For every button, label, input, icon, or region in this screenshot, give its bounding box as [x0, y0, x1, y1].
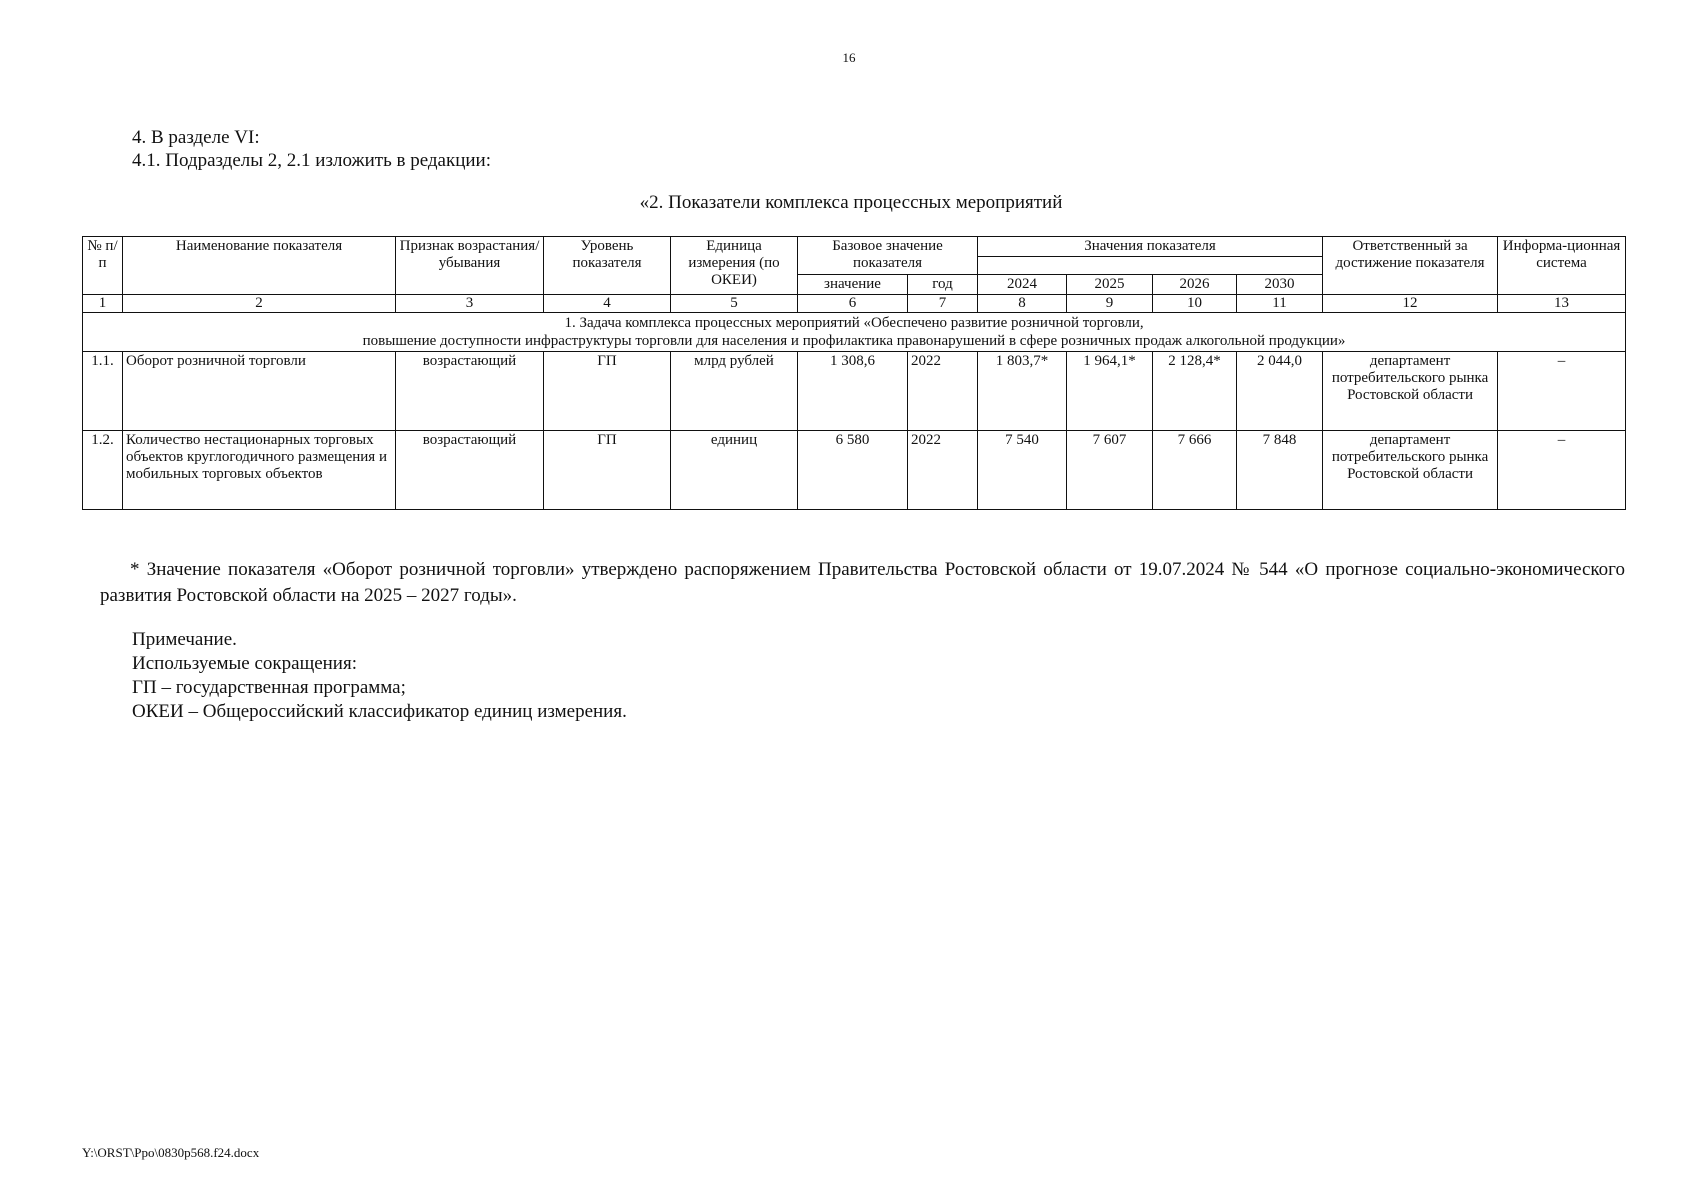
column-number: 2	[123, 295, 396, 313]
column-number: 6	[798, 295, 908, 313]
header-year-2024: 2024	[978, 275, 1067, 295]
row-value-2024: 7 540	[978, 431, 1067, 510]
table-title	[0, 192, 1698, 214]
header-row	[83, 237, 1626, 257]
column-number: 4	[544, 295, 671, 313]
header-responsible: Ответственный за достижение показателя	[1323, 237, 1498, 295]
row-trend: возрастающий	[396, 431, 544, 510]
row-name: Количество нестационарных торговых объектов круглогодичного размещения и мобильных торговых объектов	[123, 431, 396, 510]
task-line-1: 1. Задача комплекса процессных мероприятий «Обеспечено развитие розничной торговли,	[564, 315, 1144, 331]
row-base-value: 6 580	[798, 431, 908, 510]
column-numbers-row	[83, 295, 1626, 313]
header-unit: Единица измерения (по ОКЕИ)	[671, 237, 798, 295]
header-year-2025: 2025	[1067, 275, 1153, 295]
header-year-2026: 2026	[1153, 275, 1237, 295]
row-base-year: 2022	[908, 431, 978, 510]
row-num: 1.1.	[83, 352, 123, 431]
row-value-2025: 7 607	[1067, 431, 1153, 510]
column-number: 9	[1067, 295, 1153, 313]
task-line-2: повышение доступности инфраструктуры торговли для населения и профилактика правонарушений в сфере розничных продаж алкогольной продукции»	[362, 333, 1346, 349]
row-value-2024: 1 803,7*	[978, 352, 1067, 431]
header-year-2030: 2030	[1237, 275, 1323, 295]
row-trend: возрастающий	[396, 352, 544, 431]
file-path: Y:\ORST\Ppo\0830p568.f24.docx	[82, 1145, 260, 1160]
header-base-value: значение	[798, 275, 908, 295]
row-infosys: –	[1498, 352, 1626, 431]
notes-abbr-gp: ГП – государственная программа;	[132, 677, 406, 698]
column-number: 10	[1153, 295, 1237, 313]
task-cell	[83, 313, 1626, 352]
header-level: Уровень показателя	[544, 237, 671, 295]
row-value-2025: 1 964,1*	[1067, 352, 1153, 431]
header-values: Значения показателя	[978, 237, 1323, 257]
header-base-year: год	[908, 275, 978, 295]
table-row	[83, 352, 1626, 431]
column-number: 3	[396, 295, 544, 313]
header-infosys: Информа-ционная система	[1498, 237, 1626, 295]
task-row	[83, 313, 1626, 352]
notes-block	[132, 628, 627, 724]
page-number: 16	[842, 50, 856, 65]
row-value-2026: 7 666	[1153, 431, 1237, 510]
indicators-table	[82, 236, 1626, 510]
header-values-spacer	[978, 257, 1323, 275]
notes-title: Примечание.	[132, 629, 237, 650]
row-responsible: департамент потребительского рынка Ростовской области	[1323, 352, 1498, 431]
header-base: Базовое значение показателя	[798, 237, 978, 275]
header-name: Наименование показателя	[123, 237, 396, 295]
row-base-year: 2022	[908, 352, 978, 431]
header-trend: Признак возрастания/ убывания	[396, 237, 544, 295]
row-name: Оборот розничной торговли	[123, 352, 396, 431]
row-value-2030: 2 044,0	[1237, 352, 1323, 431]
column-number: 1	[83, 295, 123, 313]
column-number: 12	[1323, 295, 1498, 313]
header-num: № п/п	[83, 237, 123, 295]
row-base-value: 1 308,6	[798, 352, 908, 431]
row-value-2026: 2 128,4*	[1153, 352, 1237, 431]
intro-line-2: 4.1. Подразделы 2, 2.1 изложить в редакции:	[132, 150, 491, 171]
column-number: 8	[978, 295, 1067, 313]
column-number: 11	[1237, 295, 1323, 313]
column-number: 7	[908, 295, 978, 313]
table-row	[83, 431, 1626, 510]
row-level: ГП	[544, 352, 671, 431]
footnote: * Значение показателя «Оборот розничной торговли» утверждено распоряжением Правительства Ростовской области от 19.07.2024 № 544 «О прогнозе социально-экономического развития Ростовской области на 2025 – 2027 годы».	[100, 559, 1625, 606]
intro-text	[132, 126, 491, 172]
notes-abbr-title: Используемые сокращения:	[132, 653, 357, 674]
row-infosys: –	[1498, 431, 1626, 510]
table-title-text: «2. Показатели комплекса процессных мероприятий	[639, 192, 1063, 213]
row-value-2030: 7 848	[1237, 431, 1323, 510]
row-responsible: департамент потребительского рынка Ростовской области	[1323, 431, 1498, 510]
intro-line-1: 4. В разделе VI:	[132, 127, 260, 148]
column-number: 13	[1498, 295, 1626, 313]
row-num: 1.2.	[83, 431, 123, 510]
row-level: ГП	[544, 431, 671, 510]
column-number: 5	[671, 295, 798, 313]
notes-abbr-okei: ОКЕИ – Общероссийский классификатор единиц измерения.	[132, 701, 627, 722]
row-unit: млрд рублей	[671, 352, 798, 431]
row-unit: единиц	[671, 431, 798, 510]
